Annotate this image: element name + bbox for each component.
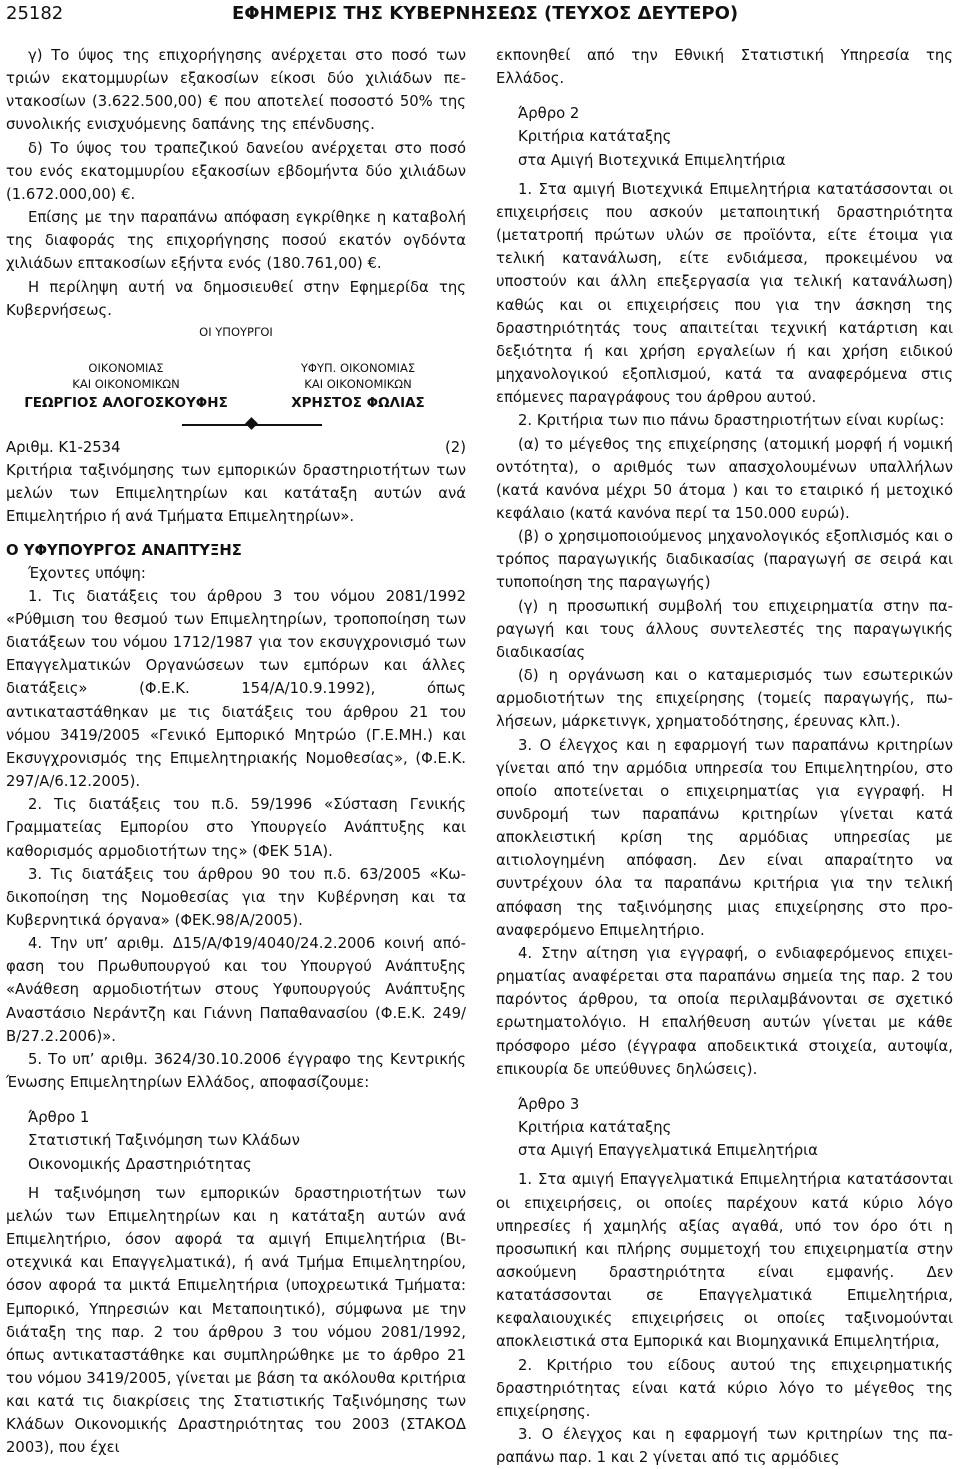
paragraph: δ) Το ύψος του τραπεζικού δανείου ανέρχεται στο ποσό του ενός εκατομμυρίου εξακοσίων εβδομήντα δύο χιλιάδων (1.672.000,00) €. [6,139,466,203]
article-title: Στατιστική Ταξινόμηση των Κλάδων [28,1132,300,1150]
having-in-mind: Έχοντες υπόψη: [28,564,146,582]
considerations-item: 4. Την υπ’ αριθμ. Δ15/Α/Φ19/4040/24.2.2006 κοινή απόφαση του Πρωθυπουργού και του Υπουργού Ανάπτυξης «Ανάθεση αρμοδιοτήτων στους Υφυπουργούς Ανάπτυξης Αναστάσιο Νεράντζη και Γιάννη Παπαθανασίου (Φ.Ε.Κ. 249/Β/27.2.2006)». [6,935,466,1045]
paragraph: 2. Κριτήρια των πιο πάνω δραστηριοτήτων είναι κυρίως: [518,412,945,430]
paragraph: (γ) η προσωπική συμβολή του επιχειρηματία στην παραγωγή και τους άλλους συντελεστές της παραγωγικής διαδικασίας [496,597,953,661]
diamond-icon [245,417,258,430]
left-column [6,44,466,1460]
signatory-name: ΧΡΗΣΤΟΣ ΦΩΛΙΑΣ [291,394,425,411]
considerations-item: 2. Τις διατάξεις του π.δ. 59/1996 «Σύσταση Γενικής Γραμματείας Εμπορίου στο Υπουργείο Ανάπτυξης και καθορισμός αρμοδιοτήτων της» (ΦΕΚ 51Α). [6,796,466,860]
signatory-title: ΚΑΙ ΟΙΚΟΝΟΜΙΚΩΝ [304,376,412,391]
paragraph: εκπονηθεί από την Εθνική Στατιστική Υπηρεσία της Ελλάδος. [496,47,953,88]
paragraph: (δ) η οργάνωση και ο καταμερισμός των εσωτερικών αρμοδιοτήτων της επιχείρησης (τομείς παραγωγής, πωλήσεων, μάρκετινγκ, χρηματοδότησης, έρευνας κλπ.). [496,667,953,731]
paragraph: 4. Στην αίτηση για εγγραφή, ο ενδιαφερόμενος επιχειρηματίας αναφέρεται στα παραπάνω σημεία της παρ. 2 του παρόντος άρθρου, τα οποία περιλαμβάνονται σε σχετικό ερωτηματολόγιο. Η επαλήθευση αυτών γίνεται με κάθε πρόσφορο μέσο (έγγραφα αποδεικτικά στοιχεία, αυτοψία, επικουρία δε υπεύθυνες δηλώσεις). [496,944,953,1078]
signatures-block [6,322,466,414]
signatory-title: ΟΙΚΟΝΟΜΙΑΣ [88,360,164,375]
paragraph: 3. Ο έλεγχος και η εφαρμογή των κριτηρίων της παραπάνω παρ. 1 και 2 γίνεται από τις αρμόδιες [496,1426,953,1467]
decision-authority: Ο ΥΦΥΠΟΥΡΓΟΣ ΑΝΑΠΤΥΞΗΣ [6,541,242,559]
section-separator [6,414,466,436]
paragraph: 2. Κριτήριο του είδους αυτού της επιχειρηματικής δραστηριότητας είναι κατά κύριο λόγο το μέγεθος της επιχείρησης. [496,1356,953,1420]
article-title: στα Αμιγή Βιοτεχνικά Επιμελητήρια [518,151,786,169]
decision-number: Αριθμ. Κ1-2534 [6,438,121,456]
paragraph: (β) ο χρησιμοποιούμενος μηχανολογικός εξοπλισμός και ο τρόπος παραγωγικής διαδικασίας (παραγωγή σε σειρά και τυποποίηση της παραγωγής) [496,528,953,592]
paragraph: γ) Το ύψος της επιχορήγησης ανέρχεται στο ποσό των τριών εκατομμυρίων εξακοσίων είκοσι δύο χιλιάδων πεντακοσίων (3.622.500,00) € που αποτελεί ποσοστό 50% της συνολικής ενισχυόμενης δαπάνης της επένδυσης. [6,47,466,134]
decision-title: Κριτήρια ταξινόμησης των εμπορικών δραστηριοτήτων των μελών των Επιμελητηρίων και κατάταξη αυτών ανά Επιμελητήριο ή ανά Τμήματα Επιμελητηρίων». [6,462,466,526]
signatures-heading: ΟΙ ΥΠΟΥΡΓΟΙ [199,324,273,339]
paragraph: Η περίληψη αυτή να δημοσιευθεί στην Εφημερίδα της Κυβερνήσεως. [6,278,466,319]
article-heading: Άρθρο 2 [518,105,580,123]
page-number: 25182 [6,3,64,24]
signatory-title: ΚΑΙ ΟΙΚΟΝΟΜΙΚΩΝ [72,376,180,391]
decision-number-row [6,436,466,459]
considerations-item: 1. Τις διατάξεις του άρθρου 3 του νόμου 2081/1992 «Ρύθμιση του θεσμού των Επιμελητηρίων, τροποποίηση των διατάξεων του νόμου 1712/1987 για τον εκσυγχρονισμό των Επαγγελματικών Οργανώσεων των εμπόρων και άλλες διατάξεις» (Φ.Ε.Κ. 154/Α/10.9.1992), όπως αντικαταστάθηκαν με τις διατάξεις του άρθρου 21 του νόμου 3419/2005 «Γενικό Εμπορικό Μητρώο (Γ.Ε.ΜΗ.) και Εκσυγχρονισμός της Επιμελητηριακής Νομοθεσίας», (Φ.Ε.Κ. 297/Α/6.12.2005). [6,587,466,791]
decision-index: (2) [445,438,466,456]
article-heading: Άρθρο 1 [28,1109,90,1127]
article-title: Κριτήρια κατάταξης [518,1119,672,1137]
paragraph: Επίσης με την παραπάνω απόφαση εγκρίθηκε η καταβολή της διαφοράς της επιχορήγησης ποσού εκατόν ογδόντα χιλιάδων επτακοσίων εξήντα ενός (180.761,00) €. [6,209,466,273]
paragraph: 1. Στα αμιγή Επαγγελματικά Επιμελητήρια κατατάσονται οι επιχειρήσεις, οι οποίες παρέχουν κατά κύριο λόγο υπηρεσίες ή χαμηλής αξίας αγαθά, υπό τον όρο ότι η προσωπική και πλήρης συμμετοχή του επιχειρηματία στην ασκούμενη δραστηριότητα είναι εμφανής. Δεν κατατάσσονται σε Επαγγελματικά Επιμελητήρια, κεφαλαιουχικές επιχειρήσεις οι οποίες ταξινομούνται αποκλειστικά στα Εμπορικά και Βιομηχανικά Επιμελητήρια, [496,1171,953,1351]
article-title: Κριτήρια κατάταξης [518,128,672,146]
paragraph: Η ταξινόμηση των εμπορικών δραστηριοτήτων των μελών των Επιμελητηρίων και η κατάταξη αυτών ανά Επιμελητήριο, όσον αφορά τα αμιγή Επιμελητήρια (Βιοτεχνικά και Επαγγελματικά), ή ανά Τμήμα Επιμελητηρίου, όσον αφορά τα μικτά Επιμελητήρια (υποχρεωτικά Τμήματα: Εμπορικό, Υπηρεσιών και Μεταποιητικό), σύμφωνα με την διάταξη της παρ. 2 του άρθρου 3 του νόμου 2081/1992, όπως αντικαταστάθηκε και συμπληρώθηκε με το άρθρο 21 του νόμου 3419/2005, γίνεται με βάση τα ακόλουθα κριτήρια και κατά τις διακρίσεις της Στατιστικής Ταξινόμησης των Κλάδων Οικονομικής Δραστηριότητας του 2003 (ΣΤΑΚΟΔ 2003), που έχει [6,1184,466,1457]
paragraph: (α) το μέγεθος της επιχείρησης (ατομική μορφή ή νομική οντότητα), ο αριθμός των απασχολουμένων υπαλλήλων (κατά κανόνα μέχρι 50 άτομα ) και το εταιρικό ή μετοχικό κεφάλαιο (κατά κανόνα περί τα 150.000 ευρώ). [496,435,953,522]
page-header [0,0,960,30]
signatory-title: ΥΦΥΠ. ΟΙΚΟΝΟΜΙΑΣ [300,360,416,375]
considerations-item: 3. Τις διατάξεις του άρθρου 90 του π.δ. 63/2005 «Κωδικοποίηση της Νομοθεσίας για την Κυβέρνηση και τα Κυβερνητικά όργανα» (ΦΕΚ.98/Α/2005). [6,865,466,929]
article-title: στα Αμιγή Επαγγελματικά Επιμελητήρια [518,1142,818,1160]
signatory-name: ΓΕΩΡΓΙΟΣ ΑΛΟΓΟΣΚΟΥΦΗΣ [24,394,228,411]
article-heading: Άρθρο 3 [518,1095,580,1113]
paragraph: 3. Ο έλεγχος και η εφαρμογή των παραπάνω κριτηρίων γίνεται από την αρμόδια υπηρεσία του Επιμελητηρίου, στο οποίο αποτείνεται ο επιχειρηματίας για εγγραφή. Η συνδρομή των παραπάνω κριτηρίων γίνεται κατά αποκλειστική κρίση της αρμόδιας υπηρεσίας με αιτιολογημένη απόφαση. Δεν είναι απαραίτητο να συντρέχουν όλα τα παραπάνω κριτήρια για την τελική απόφαση της ταξινόμησης μιας επιχείρησης στο προαναφερόμενο Επιμελητήριο. [496,736,953,939]
considerations-item: 5. Το υπ’ αριθμ. 3624/30.10.2006 έγγραφο της Κεντρικής Ένωσης Επιμελητηρίων Ελλάδος, αποφασίζουμε: [6,1050,466,1092]
paragraph: 1. Στα αμιγή Βιοτεχνικά Επιμελητήρια κατατάσσονται οι επιχειρήσεις που ασκούν μεταποιητική δραστηριότητα (μετατροπή πρώτων υλών σε προϊόντα, είτε έτοιμα για τελική κατανάλωση, είτε ενδιάμεσα, προκειμένου να υποστούν και άλλη επεξεργασία για τελική κατανάλωση) καθώς και οι επιχειρήσεις που για την άσκηση της δραστηριότητάς τους απαιτείται τεχνική κατάρτιση και δεξιότητα ή και χρήση εργαλείων ή και χρήση ειδικού μηχανολογικού εξοπλισμού, κατά τα αναφερόμενα στις επόμενες παραγράφους του άρθρου αυτού. [496,180,953,407]
right-column [496,44,953,1469]
article-title: Οικονομικής Δραστηριότητας [28,1155,252,1173]
gazette-title: ΕΦΗΜΕΡΙΣ ΤΗΣ ΚΥΒΕΡΝΗΣΕΩΣ (ΤΕΥΧΟΣ ΔΕΥΤΕΡΟ) [232,3,739,24]
